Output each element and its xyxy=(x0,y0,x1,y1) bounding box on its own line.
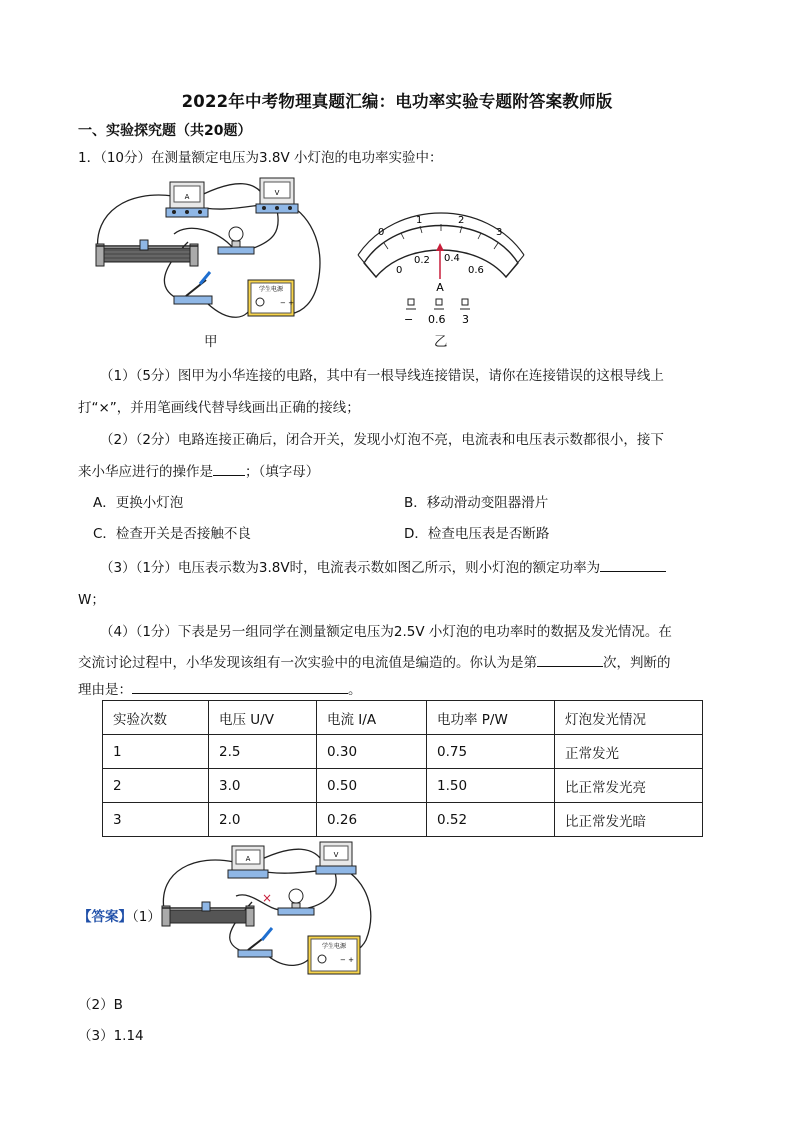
dial-bottom-tick-3: 0.6 xyxy=(468,265,484,276)
terminal-minus: − xyxy=(404,313,414,325)
section-heading: 一、实验探究题（共20题） xyxy=(78,123,252,139)
table-header: 灯泡发光情况 xyxy=(555,701,703,735)
part4-line3 xyxy=(78,678,362,698)
option-d: D．检查电压表是否断路 xyxy=(404,526,550,542)
answer-blank[interactable] xyxy=(600,557,666,572)
question-stem: 1．（10分）在测量额定电压为3.8V 小灯泡的电功率实验中： xyxy=(78,150,443,166)
rheostat-icon xyxy=(162,902,254,926)
cross-mark-icon: × xyxy=(262,891,273,905)
part2-text: 来小华应进行的操作是 xyxy=(78,464,213,480)
answer-blank[interactable] xyxy=(537,652,603,667)
table-header: 电功率 P/W xyxy=(427,701,555,735)
dial-bottom-tick-2: 0.4 xyxy=(444,253,460,264)
part4-reason-label: 理由是： xyxy=(78,682,132,698)
table-cell: 比正常发光暗 xyxy=(555,803,703,837)
table-cell: 比正常发光亮 xyxy=(555,769,703,803)
power-supply-label: 学生电源 xyxy=(321,943,347,950)
switch-icon xyxy=(238,928,272,957)
ammeter-icon xyxy=(166,182,208,217)
table-row xyxy=(103,803,703,837)
part4-line2 xyxy=(78,651,671,671)
part1-line1: （1）（5分）图甲为小华连接的电路，其中有一根导线连接错误，请你在连接错误的这根导线上 xyxy=(100,368,664,384)
table-cell: 2 xyxy=(103,769,209,803)
svg-text:V: V xyxy=(274,189,280,197)
part2-line1: （2）（2分）电路连接正确后，闭合开关，发现小灯泡不亮，电流表和电压表示数都很小，接下 xyxy=(100,432,664,448)
power-supply-icon xyxy=(248,280,294,316)
switch-icon xyxy=(174,272,212,304)
answer-part-2: （2）B xyxy=(78,997,123,1013)
table-cell: 0.26 xyxy=(317,803,427,837)
dial-top-tick-1: 1 xyxy=(416,215,423,226)
part4-line1: （4）（1分）下表是另一组同学在测量额定电压为2.5V 小灯泡的电功率时的数据及发光情况。在 xyxy=(100,624,672,640)
table-row xyxy=(103,735,703,769)
table-row xyxy=(103,769,703,803)
option-c: C．检查开关是否接触不良 xyxy=(93,526,251,542)
option-a: A．更换小灯泡 xyxy=(93,495,184,511)
terminal-3: 3 xyxy=(462,313,469,325)
figure-label-yi: 乙 xyxy=(434,334,448,350)
answer-blank[interactable] xyxy=(213,461,245,476)
figure-label-jia: 甲 xyxy=(204,334,218,350)
table-cell: 1.50 xyxy=(427,769,555,803)
part3-line2: W； xyxy=(78,592,105,608)
ammeter-dial-yi xyxy=(356,205,526,325)
table-cell: 2.5 xyxy=(209,735,317,769)
part2-suffix: ；（填字母） xyxy=(245,464,320,480)
part3-text: （3）（1分）电压表示数为3.8V时，电流表示数如图乙所示，则小灯泡的额定功率为 xyxy=(100,560,601,576)
answer-part-1: （1） xyxy=(132,909,161,925)
light-bulb-icon xyxy=(218,227,254,254)
dial-unit: A xyxy=(436,281,444,294)
table-cell: 2.0 xyxy=(209,803,317,837)
part2-line2 xyxy=(78,460,319,480)
terminal-0-6: 0.6 xyxy=(428,313,446,325)
voltmeter-icon xyxy=(256,178,298,213)
voltmeter-icon xyxy=(316,842,356,874)
svg-text:A: A xyxy=(184,193,190,201)
table-cell: 0.50 xyxy=(317,769,427,803)
part4-period: 。 xyxy=(348,682,362,698)
table-header: 实验次数 xyxy=(103,701,209,735)
svg-text:V: V xyxy=(333,851,339,859)
table-cell: 3 xyxy=(103,803,209,837)
table-cell: 1 xyxy=(103,735,209,769)
ammeter-icon xyxy=(228,846,268,878)
table-header: 电流 I/A xyxy=(317,701,427,735)
table-cell: 正常发光 xyxy=(555,735,703,769)
power-supply-icon xyxy=(308,936,360,974)
answer-part-3: （3）1.14 xyxy=(78,1028,144,1044)
answer-circuit-diagram xyxy=(156,840,386,980)
table-header-row xyxy=(103,701,703,735)
data-table xyxy=(102,700,703,837)
rheostat-icon xyxy=(96,240,198,266)
dial-top-tick-0: 0 xyxy=(378,227,385,238)
svg-text:A: A xyxy=(245,855,251,863)
part4-suffix: 次，判断的 xyxy=(603,655,671,671)
dial-bottom-tick-1: 0.2 xyxy=(414,255,430,266)
page-title: 2022年中考物理真题汇编：电功率实验专题附答案教师版 xyxy=(181,92,613,111)
answer-blank[interactable] xyxy=(132,679,348,694)
dial-top-tick-3: 3 xyxy=(496,227,503,238)
option-b: B．移动滑动变阻器滑片 xyxy=(404,495,549,511)
dial-top-tick-2: 2 xyxy=(458,215,465,226)
table-cell: 0.52 xyxy=(427,803,555,837)
part4-text: 交流讨论过程中，小华发现该组有一次实验中的电流值是编造的。你认为是第 xyxy=(78,655,537,671)
part1-line2: 打“×”，并用笔画线代替导线画出正确的接线； xyxy=(78,400,360,416)
circuit-diagram-jia xyxy=(88,172,338,344)
table-cell: 0.75 xyxy=(427,735,555,769)
svg-text:− +: − + xyxy=(340,956,354,964)
part3-line1 xyxy=(100,556,666,576)
svg-text:− +: − + xyxy=(280,299,294,307)
light-bulb-icon xyxy=(278,889,314,915)
table-cell: 3.0 xyxy=(209,769,317,803)
answer-line-1 xyxy=(78,905,161,925)
answer-label: 【答案】 xyxy=(78,909,132,925)
table-header: 电压 U/V xyxy=(209,701,317,735)
dial-bottom-tick-0: 0 xyxy=(396,265,403,276)
power-supply-label: 学生电源 xyxy=(258,286,284,293)
table-cell: 0.30 xyxy=(317,735,427,769)
